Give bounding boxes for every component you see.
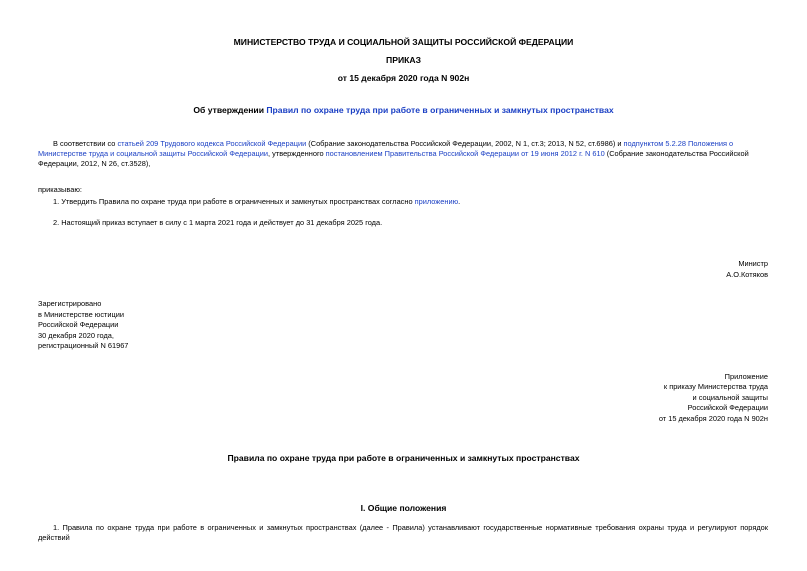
signature-name: А.О.Котяков bbox=[726, 270, 768, 279]
section-1-paragraph-1: 1. Правила по охране труда при работе в ограниченных и замкнутых пространствах (далее - Правила) устанавливают государственные нормативные требования охраны труда и регулируют порядок действий bbox=[38, 523, 768, 542]
registration-line-5: регистрационный N 61967 bbox=[38, 341, 129, 350]
doc-date-heading: от 15 декабря 2020 года N 902н bbox=[337, 73, 470, 83]
order-item-1-end: . bbox=[458, 197, 461, 206]
ministry-heading: МИНИСТЕРСТВО ТРУДА И СОЦИАЛЬНОЙ ЗАЩИТЫ РОССИЙСКОЙ ФЕДЕРАЦИИ bbox=[233, 37, 574, 47]
order-item-1 bbox=[53, 197, 460, 207]
document-title bbox=[0, 105, 807, 115]
appendix-line-2: к приказу Министерства труда bbox=[663, 382, 768, 391]
preamble-text-3: , утвержденного bbox=[268, 149, 326, 158]
registration-line-3: Российской Федерации bbox=[38, 320, 119, 329]
order-item-1-text: 1. Утвердить Правила по охране труда при работе в ограниченных и замкнутых пространствах согласно bbox=[53, 197, 415, 206]
appendix-line-3: и социальной защиты bbox=[692, 393, 768, 402]
registration-line-2: в Министерстве юстиции bbox=[38, 310, 125, 319]
appendix-line-5: от 15 декабря 2020 года N 902н bbox=[658, 414, 768, 423]
order-word: приказываю: bbox=[38, 185, 82, 194]
preamble-text-4: (Собрание законодательства Российской Федерации, 2012, N 26, ст.3528), bbox=[38, 149, 749, 168]
title-prefix: Об утверждении bbox=[193, 105, 267, 115]
regulation-subparagraph-link[interactable]: подпунктом 5.2.28 Положения о Министерстве труда и социальной защиты Российской Федерации bbox=[38, 139, 734, 158]
appendix-line-1: Приложение bbox=[724, 372, 768, 381]
registration-line-1: Зарегистрировано bbox=[38, 299, 102, 308]
order-item-2: 2. Настоящий приказ вступает в силу с 1 марта 2021 года и действует до 31 декабря 2025 года. bbox=[53, 218, 383, 227]
rules-title: Правила по охране труда при работе в ограниченных и замкнутых пространствах bbox=[227, 453, 580, 463]
section-1-title: I. Общие положения bbox=[360, 503, 447, 513]
signature-position: Министр bbox=[738, 259, 768, 268]
doc-type-heading: ПРИКАЗ bbox=[386, 55, 421, 65]
preamble-text-2: (Собрание законодательства Российской Федерации, 2002, N 1, ст.3; 2013, N 52, ст.6986) и bbox=[306, 139, 624, 148]
appendix-line-4: Российской Федерации bbox=[687, 403, 768, 412]
government-decree-link[interactable]: постановлением Правительства Российской Федерации от 19 июня 2012 г. N 610 bbox=[325, 149, 605, 158]
title-link[interactable]: Правил по охране труда при работе в ограниченных и замкнутых пространствах bbox=[266, 105, 614, 115]
preamble-text-1: В соответствии со bbox=[53, 139, 118, 148]
registration-line-4: 30 декабря 2020 года, bbox=[38, 331, 114, 340]
preamble-paragraph bbox=[38, 139, 768, 169]
labor-code-link[interactable]: статьей 209 Трудового кодекса Российской Федерации bbox=[117, 139, 307, 148]
appendix-link[interactable]: приложению bbox=[414, 197, 459, 206]
